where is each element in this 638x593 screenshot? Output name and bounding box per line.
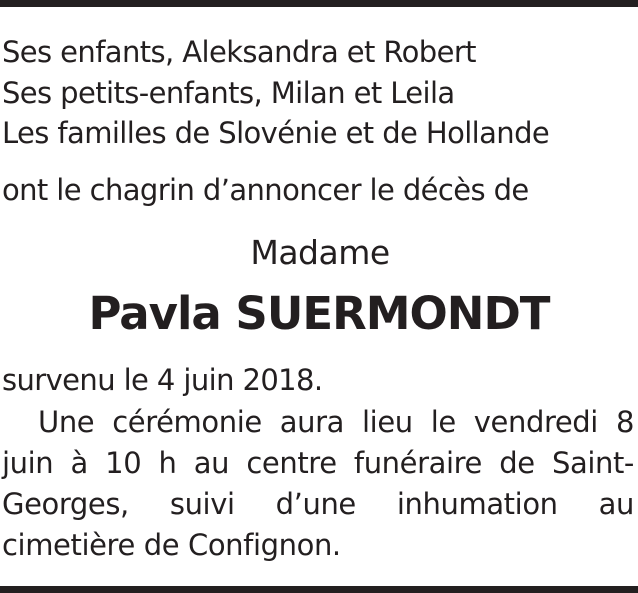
ceremony-paragraph: Une cérémonie aura lieu le vendredi 8 juin à 10 h au centre funéraire de Saint-Georges, suivi d’une inhumation au cimetière de Confignon. xyxy=(2,405,634,562)
deceased-name: Pavla SUERMONDT xyxy=(88,287,550,340)
bottom-border-rule xyxy=(0,586,638,593)
top-border-rule xyxy=(0,0,638,7)
family-line-grandchildren: Ses petits-enfants, Milan et Leila xyxy=(2,76,455,110)
death-date-line: survenu le 4 juin 2018. xyxy=(2,363,323,397)
family-line-children: Ses enfants, Aleksandra et Robert xyxy=(2,35,476,69)
announcement-line: ont le chagrin d’annoncer le décès de xyxy=(2,173,529,207)
honorific-title: Madame xyxy=(250,233,390,272)
family-line-families: Les familles de Slovénie et de Hollande xyxy=(2,116,550,150)
